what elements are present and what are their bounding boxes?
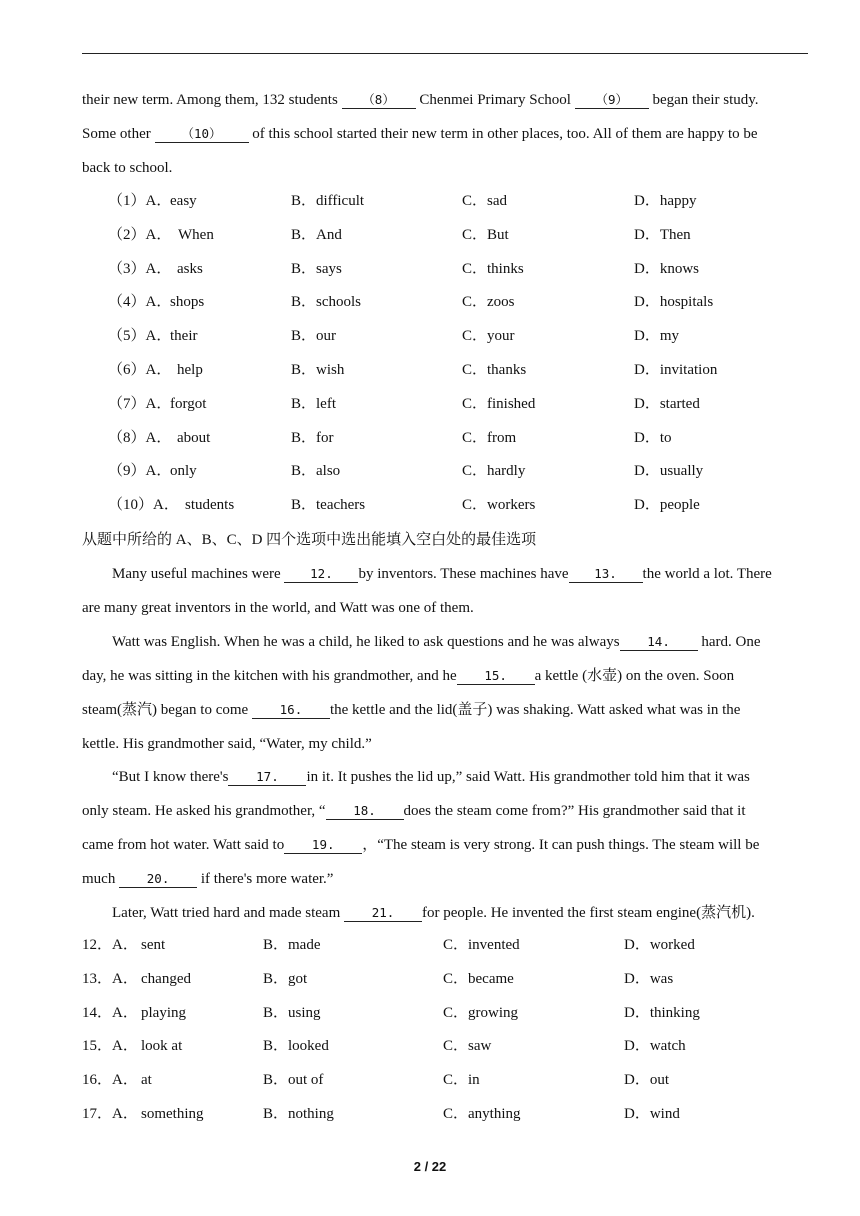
question-number: 14．A． — [82, 1004, 138, 1021]
option-a[interactable]: about — [177, 429, 211, 446]
question-number: （10）A． — [108, 497, 179, 514]
option-a[interactable]: easy — [170, 193, 197, 209]
option-b[interactable]: B．left — [291, 395, 336, 412]
passage2-line: are many great inventors in the world, and Watt was one of them. — [82, 600, 474, 616]
passage2-line: only steam. He asked his grandmother, “ 18. does the steam come from?” His grandmother said that it — [82, 803, 746, 819]
option-c[interactable]: C．your — [462, 328, 515, 345]
option-c[interactable]: C．invented — [443, 937, 520, 953]
option-a[interactable]: look at — [141, 1038, 183, 1055]
option-d[interactable]: D．Then — [634, 226, 691, 243]
option-c[interactable]: C．hardly — [462, 463, 526, 480]
option-a[interactable]: help — [177, 362, 203, 378]
blank-17[interactable]: 17. — [228, 769, 306, 786]
passage2-line: day, he was sitting in the kitchen with his grandmother, and he 15. a kettle (水壶) on the oven. Soon — [82, 668, 735, 684]
option-b[interactable]: B．schools — [291, 294, 362, 311]
option-d[interactable]: D．started — [634, 395, 700, 412]
passage2-line: much 20. if there's more water.” — [82, 871, 334, 887]
option-d[interactable]: D．knows — [634, 260, 700, 277]
question-number: （9）A． — [108, 463, 172, 480]
passage2-line: Later, Watt tried hard and made steam 21. for people. He invented the first steam engine(蒸汽机). — [112, 905, 755, 921]
passage1-line1: their new term. Among them, 132 students （8） Chenmei Primary School （9） began their study. — [82, 92, 759, 108]
option-b[interactable]: B．nothing — [263, 1106, 334, 1122]
blank-13[interactable]: 13. — [569, 566, 643, 583]
option-d[interactable]: D．hospitals — [634, 294, 714, 311]
option-b[interactable]: B．our — [291, 328, 337, 345]
option-d[interactable]: D．happy — [634, 193, 697, 209]
option-d[interactable]: D．watch — [624, 1038, 686, 1055]
option-d[interactable]: D．invitation — [634, 362, 718, 378]
question-number: （2）A． — [108, 226, 172, 243]
option-d[interactable]: D．thinking — [624, 1004, 700, 1021]
option-a[interactable]: forgot — [170, 395, 207, 412]
option-a[interactable]: playing — [141, 1004, 186, 1021]
option-c[interactable]: C．thanks — [462, 362, 527, 378]
option-c[interactable]: C．growing — [443, 1004, 519, 1021]
option-d[interactable]: D．to — [634, 429, 672, 446]
blank-15[interactable]: 15. — [457, 668, 535, 685]
option-a[interactable]: When — [178, 226, 214, 243]
option-c[interactable]: C．zoos — [462, 294, 515, 311]
option-a[interactable]: their — [170, 328, 198, 345]
option-d[interactable]: D．my — [634, 328, 680, 345]
question-number: （5）A． — [108, 328, 172, 345]
option-a[interactable]: asks — [177, 260, 203, 277]
option-b[interactable]: B．out of — [263, 1072, 324, 1089]
option-d[interactable]: D．worked — [624, 937, 695, 953]
question-number: （8）A． — [108, 429, 172, 446]
passage2-line: Watt was English. When he was a child, he liked to ask questions and he was always 14. hard. One — [112, 634, 761, 650]
passage2-line: came from hot water. Watt said to 19. ，“The steam is very strong. It can push things. The steam will be — [82, 837, 760, 853]
option-c[interactable]: C．anything — [443, 1106, 521, 1122]
question-number: 15．A． — [82, 1038, 138, 1055]
header-rule — [82, 53, 808, 54]
question-number: （6）A． — [108, 362, 172, 378]
blank-9[interactable]: （9） — [575, 92, 649, 109]
question-number: 16．A． — [82, 1072, 138, 1089]
question-number: 17．A． — [82, 1106, 138, 1122]
option-b[interactable]: B．teachers — [291, 497, 366, 514]
blank-18[interactable]: 18. — [326, 803, 404, 820]
passage2-line: steam(蒸汽) began to come 16. the kettle and the lid(盖子) was shaking. Watt asked what was in the — [82, 702, 741, 718]
option-b[interactable]: B．wish — [291, 362, 345, 378]
passage1-line3: back to school. — [82, 160, 173, 176]
passage1-line2: Some other （10） of this school started their new term in other places, too. All of them are happy to be — [82, 126, 758, 142]
blank-14[interactable]: 14. — [620, 634, 698, 651]
option-c[interactable]: C．saw — [443, 1038, 492, 1055]
blank-12[interactable]: 12. — [284, 566, 358, 583]
option-a[interactable]: shops — [170, 294, 205, 311]
option-a[interactable]: only — [170, 463, 197, 480]
question-number: （1）A． — [108, 193, 172, 209]
blank-20[interactable]: 20. — [119, 871, 197, 888]
instruction: 从题中所给的 A、B、C、D 四个选项中选出能填入空白处的最佳选项 — [82, 532, 537, 548]
question-number: （7）A． — [108, 395, 172, 412]
option-c[interactable]: C．workers — [462, 497, 536, 514]
blank-8[interactable]: （8） — [342, 92, 416, 109]
option-b[interactable]: B．And — [291, 226, 342, 243]
option-d[interactable]: D．people — [634, 497, 700, 514]
option-d[interactable]: D．usually — [634, 463, 704, 480]
question-number: （4）A． — [108, 294, 172, 311]
passage2-line: Many useful machines were 12. by inventors. These machines have 13. the world a lot. There — [112, 566, 772, 582]
page-number: 2 / 22 — [413, 1159, 447, 1174]
option-b[interactable]: B．looked — [263, 1038, 329, 1055]
question-number: （3）A． — [108, 260, 172, 277]
option-c[interactable]: C．finished — [462, 395, 536, 412]
option-b[interactable]: B．for — [291, 429, 334, 446]
option-c[interactable]: C．But — [462, 226, 509, 243]
option-c[interactable]: C．sad — [462, 193, 508, 209]
option-c[interactable]: C．thinks — [462, 260, 524, 277]
option-c[interactable]: C．from — [462, 429, 517, 446]
blank-21[interactable]: 21. — [344, 905, 422, 922]
option-b[interactable]: B．says — [291, 260, 342, 277]
option-b[interactable]: B．also — [291, 463, 341, 480]
option-b[interactable]: B．made — [263, 937, 321, 953]
option-c[interactable]: C．in — [443, 1072, 480, 1089]
blank-10[interactable]: （10） — [155, 126, 249, 143]
option-d[interactable]: D．out — [624, 1072, 670, 1089]
passage2-line: kettle. His grandmother said, “Water, my child.” — [82, 736, 372, 752]
option-a[interactable]: something — [141, 1106, 204, 1122]
passage2-line: “But I know there's 17. in it. It pushes the lid up,” said Watt. His grandmother told him that it was — [112, 769, 750, 785]
option-b[interactable]: B．difficult — [291, 193, 365, 209]
option-a[interactable]: sent — [141, 937, 166, 953]
question-number: 12．A． — [82, 937, 138, 953]
question-number: 13．A． — [82, 970, 138, 987]
option-a[interactable]: changed — [141, 970, 191, 987]
option-a[interactable]: students — [185, 497, 235, 514]
option-a[interactable]: at — [141, 1072, 152, 1089]
option-c[interactable]: C．became — [443, 970, 514, 987]
option-d[interactable]: D．wind — [624, 1106, 680, 1122]
option-d[interactable]: D．was — [624, 970, 674, 987]
blank-19[interactable]: 19. — [284, 837, 362, 854]
option-b[interactable]: B．got — [263, 970, 308, 987]
option-b[interactable]: B．using — [263, 1004, 321, 1021]
blank-16[interactable]: 16. — [252, 702, 330, 719]
